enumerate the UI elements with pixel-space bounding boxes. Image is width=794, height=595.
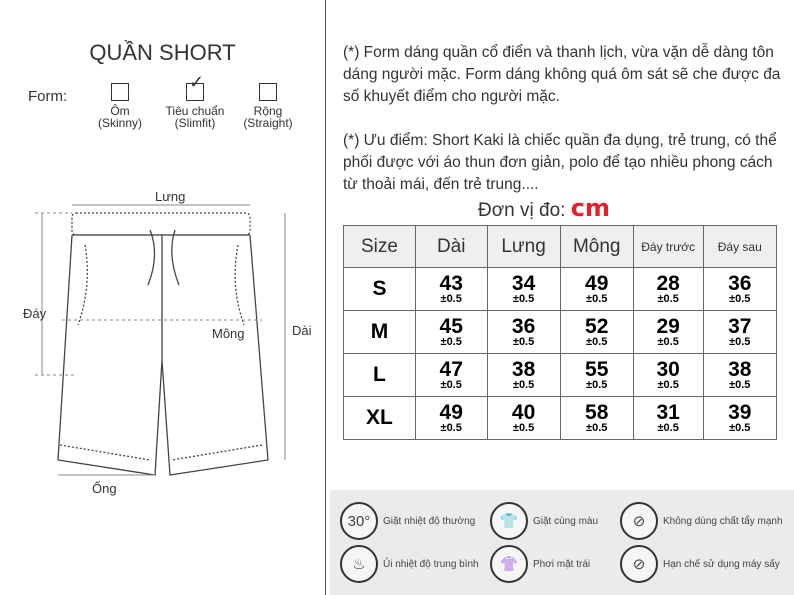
measure-cell bbox=[487, 397, 560, 440]
measure-cell bbox=[560, 354, 633, 397]
tolerance: ±0.5 bbox=[729, 335, 751, 348]
care-item bbox=[490, 545, 590, 583]
care-item bbox=[620, 502, 783, 540]
option-name: Tiêu chuẩn bbox=[165, 104, 225, 118]
measure-value: 36 bbox=[728, 271, 752, 295]
iron-medium-icon: ♨ bbox=[340, 545, 378, 583]
measure-value: 37 bbox=[728, 314, 752, 338]
tolerance: ±0.5 bbox=[512, 292, 535, 305]
option-name: Ôm bbox=[110, 104, 130, 118]
description-advantages: (*) Ưu điểm: Short Kaki là chiếc quần đa dụng, trẻ trung, có thể phối được với áo thun đơn giản, polo để tạo nhiều phong cách từ thoải mái, đến trẻ trung.... bbox=[343, 132, 777, 193]
unit-text: Đơn vị đo: bbox=[478, 200, 566, 221]
care-label: Phơi mặt trái bbox=[533, 558, 591, 570]
dry-inside-out-icon: 👚 bbox=[490, 545, 528, 583]
care-item bbox=[340, 545, 479, 583]
label-dai: Dài bbox=[292, 323, 312, 338]
label-mong: Mông bbox=[212, 326, 245, 341]
unit-value: cm bbox=[570, 194, 610, 222]
column-header: Lưng bbox=[487, 226, 560, 268]
measure-cell bbox=[703, 354, 776, 397]
measure-cell bbox=[487, 311, 560, 354]
tolerance: ±0.5 bbox=[512, 378, 535, 391]
measure-cell bbox=[633, 354, 703, 397]
size-table bbox=[343, 225, 777, 440]
check-icon: ✓ bbox=[189, 72, 205, 92]
tolerance: ±0.5 bbox=[440, 292, 462, 305]
care-label: Hạn chế sử dụng máy sấy bbox=[663, 558, 780, 570]
tolerance: ±0.5 bbox=[657, 335, 679, 348]
option-sub: (Skinny) bbox=[97, 116, 142, 130]
tolerance: ±0.5 bbox=[512, 335, 535, 348]
care-label: Giặt nhiệt độ thường bbox=[383, 515, 476, 527]
measure-value: 28 bbox=[656, 271, 680, 295]
column-header: Size bbox=[344, 226, 416, 268]
tolerance: ±0.5 bbox=[440, 335, 462, 348]
form-option bbox=[155, 72, 235, 130]
column-header: Dài bbox=[415, 226, 487, 268]
care-item bbox=[620, 545, 780, 583]
care-item bbox=[340, 502, 475, 540]
care-label: Giặt cùng màu bbox=[533, 515, 599, 527]
option-name: Rộng bbox=[253, 104, 283, 118]
size-cell: XL bbox=[344, 397, 416, 440]
tolerance: ±0.5 bbox=[586, 335, 608, 348]
tolerance: ±0.5 bbox=[586, 292, 608, 305]
care-label: Không dùng chất tẩy mạnh bbox=[663, 515, 783, 527]
table-row bbox=[344, 311, 777, 354]
table-row bbox=[344, 397, 777, 440]
form-label: Form: bbox=[28, 88, 68, 105]
wash-same-color-icon: 👕 bbox=[490, 502, 528, 540]
care-label: Ủi nhiệt độ trung bình bbox=[383, 558, 479, 570]
table-row bbox=[344, 354, 777, 397]
table-row bbox=[344, 268, 777, 311]
divider bbox=[325, 0, 326, 595]
measure-value: 47 bbox=[439, 357, 463, 381]
page-title: QUẦN SHORT bbox=[89, 40, 236, 65]
measure-value: 45 bbox=[439, 314, 463, 338]
no-dryer-icon: ⊘ bbox=[620, 545, 658, 583]
measure-value: 31 bbox=[656, 400, 680, 424]
tolerance: ±0.5 bbox=[657, 292, 679, 305]
measure-value: 39 bbox=[728, 400, 752, 424]
label-lung: Lưng bbox=[155, 189, 186, 204]
no-bleach-icon: ⊘ bbox=[620, 502, 658, 540]
measure-value: 40 bbox=[511, 400, 536, 424]
care-instructions bbox=[330, 490, 794, 595]
measure-cell bbox=[487, 268, 560, 311]
measure-cell bbox=[633, 397, 703, 440]
care-item bbox=[490, 502, 598, 540]
tolerance: ±0.5 bbox=[729, 421, 751, 434]
shorts-diagram bbox=[0, 185, 325, 505]
tolerance: ±0.5 bbox=[512, 421, 535, 434]
unit-label bbox=[478, 194, 610, 222]
column-header: Đáy sau bbox=[703, 226, 776, 268]
measure-value: 43 bbox=[439, 271, 463, 295]
measure-value: 58 bbox=[585, 400, 609, 424]
measure-value: 55 bbox=[585, 357, 609, 381]
measure-value: 49 bbox=[439, 400, 463, 424]
checkbox bbox=[111, 83, 129, 101]
tolerance: ±0.5 bbox=[586, 378, 608, 391]
form-option bbox=[228, 83, 308, 129]
measure-cell bbox=[415, 268, 487, 311]
measure-cell bbox=[560, 268, 633, 311]
tolerance: ±0.5 bbox=[657, 421, 679, 434]
option-sub: (Straight) bbox=[243, 116, 293, 130]
measure-value: 38 bbox=[511, 357, 536, 381]
measure-cell bbox=[633, 268, 703, 311]
description-form: (*) Form dáng quần cổ điển và thanh lịch, vừa vặn dễ dàng tôn dáng người mặc. Form dáng không quá ôm sát sẽ che được đa số khuyết điểm cho người mặc. bbox=[343, 44, 781, 105]
measure-cell bbox=[560, 397, 633, 440]
measure-value: 36 bbox=[511, 314, 536, 338]
column-header: Mông bbox=[560, 226, 633, 268]
measure-cell bbox=[703, 397, 776, 440]
size-cell: S bbox=[344, 268, 416, 311]
option-sub: (Slimfit) bbox=[174, 116, 216, 130]
tolerance: ±0.5 bbox=[440, 378, 462, 391]
checkbox bbox=[186, 72, 205, 101]
measure-cell bbox=[703, 268, 776, 311]
size-cell: L bbox=[344, 354, 416, 397]
measure-cell bbox=[415, 311, 487, 354]
measure-cell bbox=[633, 311, 703, 354]
tolerance: ±0.5 bbox=[657, 378, 679, 391]
measure-cell bbox=[703, 311, 776, 354]
measure-cell bbox=[415, 354, 487, 397]
measure-cell bbox=[415, 397, 487, 440]
form-option bbox=[80, 83, 160, 129]
measure-cell bbox=[560, 311, 633, 354]
wash-30-icon: 30° bbox=[340, 502, 378, 540]
tolerance: ±0.5 bbox=[440, 421, 462, 434]
size-cell: M bbox=[344, 311, 416, 354]
column-header: Đáy trước bbox=[633, 226, 703, 268]
tolerance: ±0.5 bbox=[729, 292, 751, 305]
measure-value: 34 bbox=[511, 271, 536, 295]
label-ong: Ống bbox=[92, 481, 117, 496]
measure-value: 30 bbox=[656, 357, 680, 381]
measure-value: 52 bbox=[585, 314, 609, 338]
measure-value: 49 bbox=[585, 271, 609, 295]
measure-value: 29 bbox=[656, 314, 680, 338]
tolerance: ±0.5 bbox=[729, 378, 751, 391]
measure-value: 38 bbox=[728, 357, 752, 381]
checkbox bbox=[259, 83, 277, 101]
tolerance: ±0.5 bbox=[586, 421, 608, 434]
label-day: Đáy bbox=[23, 306, 47, 321]
measure-cell bbox=[487, 354, 560, 397]
